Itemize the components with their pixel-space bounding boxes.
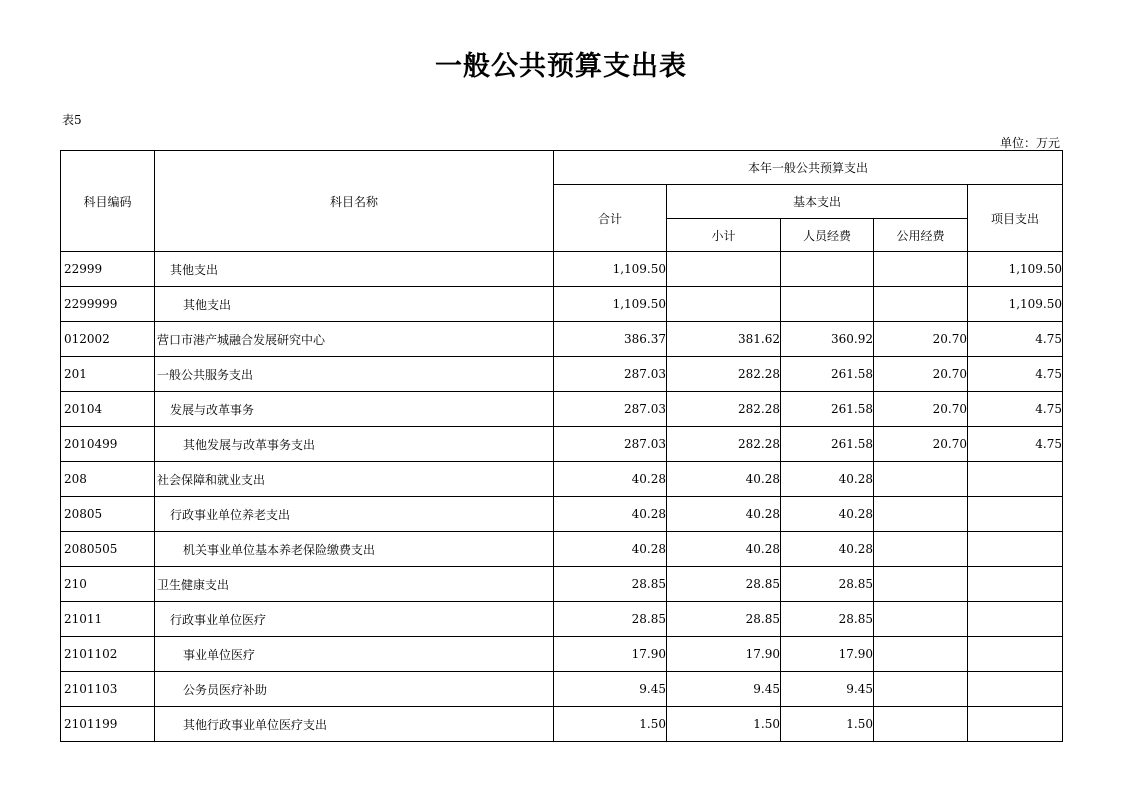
table-row <box>61 567 1063 602</box>
cell-code: 22999 <box>61 252 155 287</box>
cell-total: 40.28 <box>554 532 667 567</box>
cell-public <box>874 707 968 742</box>
cell-project: 1,109.50 <box>968 252 1063 287</box>
cell-subtotal: 40.28 <box>667 462 781 497</box>
table-row <box>61 462 1063 497</box>
cell-public <box>874 567 968 602</box>
cell-total: 28.85 <box>554 567 667 602</box>
cell-personnel: 28.85 <box>781 567 874 602</box>
cell-public <box>874 637 968 672</box>
cell-code: 201 <box>61 357 155 392</box>
cell-code: 2299999 <box>61 287 155 322</box>
cell-code: 2010499 <box>61 427 155 462</box>
cell-personnel: 17.90 <box>781 637 874 672</box>
cell-project: 4.75 <box>968 392 1063 427</box>
cell-public: 20.70 <box>874 357 968 392</box>
cell-name: 机关事业单位基本养老保险缴费支出 <box>155 532 554 567</box>
cell-personnel: 9.45 <box>781 672 874 707</box>
cell-subtotal: 282.28 <box>667 392 781 427</box>
cell-code: 21011 <box>61 602 155 637</box>
cell-name: 发展与改革事务 <box>155 392 554 427</box>
cell-total: 386.37 <box>554 322 667 357</box>
cell-total: 9.45 <box>554 672 667 707</box>
cell-total: 40.28 <box>554 462 667 497</box>
table-row <box>61 637 1063 672</box>
cell-total: 1,109.50 <box>554 287 667 322</box>
cell-code: 2101103 <box>61 672 155 707</box>
cell-total: 1.50 <box>554 707 667 742</box>
cell-personnel <box>781 252 874 287</box>
cell-personnel: 261.58 <box>781 427 874 462</box>
cell-project <box>968 637 1063 672</box>
table-row <box>61 672 1063 707</box>
header-basic: 基本支出 <box>667 185 968 219</box>
cell-subtotal <box>667 287 781 322</box>
cell-code: 210 <box>61 567 155 602</box>
cell-public <box>874 672 968 707</box>
table-row <box>61 392 1063 427</box>
cell-personnel <box>781 287 874 322</box>
table-row <box>61 252 1063 287</box>
cell-public <box>874 532 968 567</box>
cell-total: 287.03 <box>554 357 667 392</box>
cell-personnel: 261.58 <box>781 357 874 392</box>
header-total: 合计 <box>554 185 667 252</box>
table-row <box>61 287 1063 322</box>
cell-subtotal: 40.28 <box>667 497 781 532</box>
table-row <box>61 322 1063 357</box>
cell-subtotal: 28.85 <box>667 567 781 602</box>
cell-name: 卫生健康支出 <box>155 567 554 602</box>
cell-name: 一般公共服务支出 <box>155 357 554 392</box>
cell-subtotal: 40.28 <box>667 532 781 567</box>
cell-project <box>968 567 1063 602</box>
cell-project: 4.75 <box>968 427 1063 462</box>
cell-name: 其他发展与改革事务支出 <box>155 427 554 462</box>
header-subtotal: 小计 <box>667 219 781 252</box>
cell-personnel: 40.28 <box>781 532 874 567</box>
cell-project <box>968 707 1063 742</box>
cell-name: 行政事业单位医疗 <box>155 602 554 637</box>
table-row <box>61 427 1063 462</box>
header-code: 科目编码 <box>61 151 155 252</box>
table-number: 表5 <box>62 113 82 127</box>
cell-name: 其他行政事业单位医疗支出 <box>155 707 554 742</box>
header-name: 科目名称 <box>155 151 554 252</box>
cell-project <box>968 672 1063 707</box>
table-row <box>61 357 1063 392</box>
cell-public <box>874 462 968 497</box>
cell-name: 营口市港产城融合发展研究中心 <box>155 322 554 357</box>
cell-code: 012002 <box>61 322 155 357</box>
unit-label: 单位：万元 <box>999 136 1060 150</box>
table-row <box>61 497 1063 532</box>
header-project: 项目支出 <box>968 185 1063 252</box>
cell-code: 20104 <box>61 392 155 427</box>
cell-project: 1,109.50 <box>968 287 1063 322</box>
cell-subtotal: 1.50 <box>667 707 781 742</box>
cell-subtotal: 282.28 <box>667 357 781 392</box>
cell-project <box>968 532 1063 567</box>
cell-name: 其他支出 <box>155 287 554 322</box>
cell-total: 1,109.50 <box>554 252 667 287</box>
cell-personnel: 1.50 <box>781 707 874 742</box>
header-personnel: 人员经费 <box>781 219 874 252</box>
cell-public <box>874 252 968 287</box>
cell-code: 2101199 <box>61 707 155 742</box>
table-body <box>61 252 1063 742</box>
cell-project <box>968 602 1063 637</box>
cell-subtotal <box>667 252 781 287</box>
table-row <box>61 602 1063 637</box>
cell-project <box>968 462 1063 497</box>
header-group: 本年一般公共预算支出 <box>554 151 1063 185</box>
table-row <box>61 707 1063 742</box>
cell-public: 20.70 <box>874 392 968 427</box>
cell-total: 287.03 <box>554 427 667 462</box>
cell-total: 287.03 <box>554 392 667 427</box>
cell-subtotal: 28.85 <box>667 602 781 637</box>
cell-project: 4.75 <box>968 322 1063 357</box>
cell-project <box>968 497 1063 532</box>
cell-public: 20.70 <box>874 322 968 357</box>
header-public: 公用经费 <box>874 219 968 252</box>
cell-personnel: 360.92 <box>781 322 874 357</box>
cell-code: 2080505 <box>61 532 155 567</box>
cell-total: 17.90 <box>554 637 667 672</box>
cell-subtotal: 282.28 <box>667 427 781 462</box>
cell-subtotal: 9.45 <box>667 672 781 707</box>
cell-public <box>874 287 968 322</box>
cell-personnel: 28.85 <box>781 602 874 637</box>
budget-table <box>60 150 1063 742</box>
cell-name: 行政事业单位养老支出 <box>155 497 554 532</box>
cell-subtotal: 17.90 <box>667 637 781 672</box>
cell-name: 事业单位医疗 <box>155 637 554 672</box>
cell-project: 4.75 <box>968 357 1063 392</box>
cell-total: 40.28 <box>554 497 667 532</box>
cell-public <box>874 602 968 637</box>
cell-code: 20805 <box>61 497 155 532</box>
cell-code: 208 <box>61 462 155 497</box>
cell-public: 20.70 <box>874 427 968 462</box>
cell-name: 其他支出 <box>155 252 554 287</box>
table-row <box>61 532 1063 567</box>
cell-personnel: 40.28 <box>781 497 874 532</box>
cell-name: 社会保障和就业支出 <box>155 462 554 497</box>
cell-subtotal: 381.62 <box>667 322 781 357</box>
cell-personnel: 40.28 <box>781 462 874 497</box>
cell-name: 公务员医疗补助 <box>155 672 554 707</box>
cell-code: 2101102 <box>61 637 155 672</box>
cell-personnel: 261.58 <box>781 392 874 427</box>
page-title: 一般公共预算支出表 <box>435 51 687 82</box>
cell-public <box>874 497 968 532</box>
cell-total: 28.85 <box>554 602 667 637</box>
